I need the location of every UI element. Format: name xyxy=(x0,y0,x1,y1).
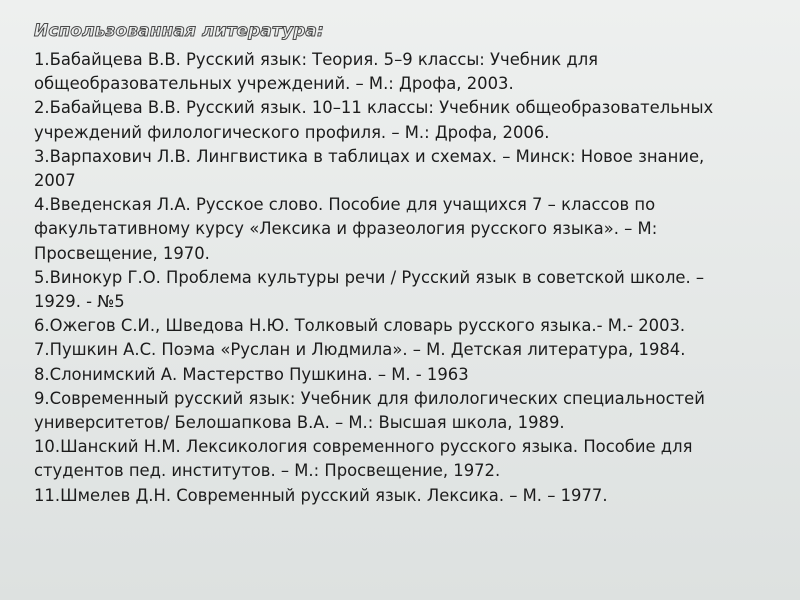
reference-line: Просвещение, 1970. xyxy=(34,243,210,263)
reference-line: 2.Бабайцева В.В. Русский язык. 10–11 классы: Учебник общеобразовательных xyxy=(34,98,714,118)
reference-line: факультативному курсу «Лексика и фразеология русского языка». – М: xyxy=(34,219,658,239)
reference-item xyxy=(34,387,774,435)
reference-line: 9.Современный русский язык: Учебник для филологических специальностей xyxy=(34,388,705,408)
reference-line: 7.Пушкин А.С. Поэма «Руслан и Людмила». – М. Детская литература, 1984. xyxy=(34,340,686,360)
reference-line: студентов пед. институтов. – М.: Просвещение, 1972. xyxy=(34,461,501,481)
reference-line: 8.Слонимский А. Мастерство Пушкина. – М. - 1963 xyxy=(34,364,469,384)
reference-line: 10.Шанский Н.М. Лексикология современного русского языка. Пособие для xyxy=(34,437,693,457)
reference-item xyxy=(34,314,774,338)
reference-item xyxy=(34,145,774,193)
reference-item xyxy=(34,435,774,483)
reference-line: 1929. - №5 xyxy=(34,292,125,312)
reference-list xyxy=(34,48,774,508)
reference-line: университетов/ Белошапкова В.А. – М.: Высшая школа, 1989. xyxy=(34,413,565,433)
reference-item xyxy=(34,338,774,362)
reference-item xyxy=(34,363,774,387)
reference-line: 4.Введенская Л.А. Русское слово. Пособие для учащихся 7 – классов по xyxy=(34,195,656,215)
reference-item xyxy=(34,266,774,314)
reference-line: 2007 xyxy=(34,171,76,191)
reference-line: 6.Ожегов С.И., Шведова Н.Ю. Толковый словарь русского языка.- М.- 2003. xyxy=(34,316,686,336)
reference-item xyxy=(34,193,774,266)
reference-line: 11.Шмелев Д.Н. Современный русский язык. Лексика. – М. – 1977. xyxy=(34,485,608,505)
reference-item xyxy=(34,96,774,144)
reference-item xyxy=(34,484,774,508)
reference-line: общеобразовательных учреждений. – М.: Дрофа, 2003. xyxy=(34,74,514,94)
reference-item xyxy=(34,48,774,96)
reference-line: 3.Варпахович Л.В. Лингвистика в таблицах и схемах. – Минск: Новое знание, xyxy=(34,146,705,166)
reference-line: 5.Винокур Г.О. Проблема культуры речи / Русский язык в советской школе. – xyxy=(34,267,705,287)
reference-line: учреждений филологического профиля. – М.: Дрофа, 2006. xyxy=(34,122,550,142)
reference-line: 1.Бабайцева В.В. Русский язык: Теория. 5–9 классы: Учебник для xyxy=(34,50,599,69)
page-title: Использованная литература: xyxy=(34,21,324,41)
